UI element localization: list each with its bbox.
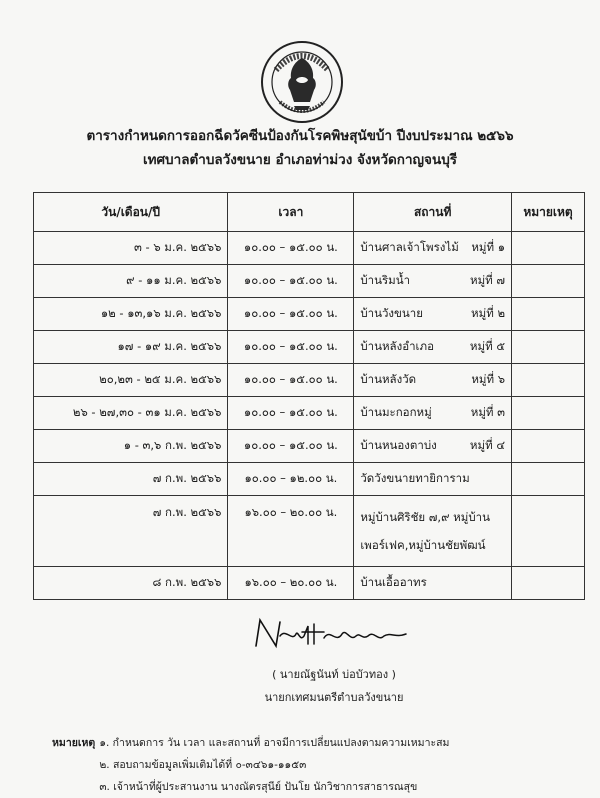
time-cell: ๑๐.๐๐ – ๑๕.๐๐ น. — [228, 331, 354, 364]
place-cell — [354, 331, 512, 364]
table-row — [34, 232, 585, 265]
date-cell: ๓ - ๖ ม.ค. ๒๕๖๖ — [34, 232, 228, 265]
date-cell: ๑๒ - ๑๓,๑๖ ม.ค. ๒๕๖๖ — [34, 298, 228, 331]
date-cell: ๗ ก.พ. ๒๕๖๖ — [34, 463, 228, 496]
place-name: บ้านหลังวัด — [360, 372, 417, 386]
place-cell — [354, 265, 512, 298]
table-row — [34, 430, 585, 463]
remark-row — [52, 776, 592, 798]
place-cell — [354, 298, 512, 331]
table-row — [34, 397, 585, 430]
column-header-date: วัน/เดือน/ปี — [34, 193, 228, 232]
place-cell — [354, 364, 512, 397]
time-cell: ๑๖.๐๐ – ๒๐.๐๐ น. — [228, 496, 354, 567]
village-number: หมู่ที่ ๒ — [471, 306, 506, 320]
table-row — [34, 331, 585, 364]
note-cell — [512, 331, 585, 364]
remark-row — [52, 754, 592, 776]
place-name: บ้านหลังอำเภอ — [360, 339, 434, 353]
signer-name: ( นายณัฐนันท์ บ่อบัวทอง ) — [272, 668, 396, 681]
date-cell: ๑๗ - ๑๙ ม.ค. ๒๕๖๖ — [34, 331, 228, 364]
table-row — [34, 496, 585, 567]
document-subtitle: เทศบาลตำบลวังขนาย อำเภอท่าม่วง จังหวัดกาญจนบุรี — [142, 152, 458, 168]
note-cell — [512, 430, 585, 463]
column-header-place: สถานที่ — [354, 193, 512, 232]
village-number: หมู่ที่ ๓ — [470, 405, 506, 419]
village-number: หมู่ที่ ๕ — [469, 339, 506, 353]
place-cell — [354, 232, 512, 265]
note-cell — [512, 463, 585, 496]
table-row — [34, 298, 585, 331]
municipal-seal-logo — [260, 40, 344, 124]
time-cell: ๑๐.๐๐ – ๑๒.๐๐ น. — [228, 463, 354, 496]
date-cell: ๒๖ - ๒๗,๓๐ - ๓๑ ม.ค. ๒๕๖๖ — [34, 397, 228, 430]
place-name: บ้านวังขนาย — [360, 306, 423, 320]
place-name: บ้านริมน้ำ — [360, 273, 411, 287]
place-name: หมู่บ้านศิริชัย ๗,๙ หมู่บ้าน — [360, 510, 490, 524]
note-cell — [512, 397, 585, 430]
note-cell — [512, 567, 585, 600]
remark-row — [52, 732, 592, 754]
time-cell: ๑๐.๐๐ – ๑๕.๐๐ น. — [228, 397, 354, 430]
document-title: ตารางกำหนดการออกฉีดวัคซีนป้องกันโรคพิษสุนัขบ้า ปีงบประมาณ ๒๕๖๖ — [86, 128, 514, 144]
handwritten-signature — [246, 612, 416, 660]
time-cell: ๑๐.๐๐ – ๑๕.๐๐ น. — [228, 298, 354, 331]
place-name: บ้านมะกอกหมู่ — [360, 405, 432, 419]
place-name: บ้านเอื้ออาทร — [360, 575, 427, 589]
remark-item: ๑. กำหนดการ วัน เวลา และสถานที่ อาจมีการเปลี่ยนแปลงตามความเหมาะสม — [99, 737, 450, 749]
time-cell: ๑๖.๐๐ – ๒๐.๐๐ น. — [228, 567, 354, 600]
place-cell — [354, 463, 512, 496]
table-row — [34, 463, 585, 496]
note-cell — [512, 265, 585, 298]
remark-item: ๒. สอบถามข้อมูลเพิ่มเติมได้ที่ ๐-๓๔๖๑-๑๑๕๓ — [99, 759, 307, 771]
column-header-time: เวลา — [228, 193, 354, 232]
table-header-row — [34, 193, 585, 232]
date-cell: ๒๐,๒๓ - ๒๕ ม.ค. ๒๕๖๖ — [34, 364, 228, 397]
date-cell: ๙ - ๑๑ ม.ค. ๒๕๖๖ — [34, 265, 228, 298]
note-cell — [512, 232, 585, 265]
vaccination-schedule-table — [33, 192, 585, 600]
signer-position: นายกเทศมนตรีตำบลวังขนาย — [264, 691, 404, 704]
table-row — [34, 265, 585, 298]
place-name: บ้านหนองตาบ่ง — [360, 438, 437, 452]
remarks-section — [52, 732, 592, 798]
village-number: หมู่ที่ ๔ — [469, 438, 506, 452]
remark-item: ๓. เจ้าหน้าที่ผู้ประสานงาน นางณัตรสุนีย์ ปันโย นักวิชาการสาธารณสุข — [99, 781, 418, 793]
place-cell — [354, 567, 512, 600]
village-number: หมู่ที่ ๑ — [471, 240, 506, 254]
time-cell: ๑๐.๐๐ – ๑๕.๐๐ น. — [228, 430, 354, 463]
note-cell — [512, 364, 585, 397]
remarks-label: หมายเหตุ — [52, 737, 96, 749]
note-cell — [512, 298, 585, 331]
place-cell — [354, 397, 512, 430]
note-cell — [512, 496, 585, 567]
time-cell: ๑๐.๐๐ – ๑๕.๐๐ น. — [228, 232, 354, 265]
table-row — [34, 567, 585, 600]
time-cell: ๑๐.๐๐ – ๑๕.๐๐ น. — [228, 265, 354, 298]
time-cell: ๑๐.๐๐ – ๑๕.๐๐ น. — [228, 364, 354, 397]
place-cell — [354, 430, 512, 463]
date-cell: ๘ ก.พ. ๒๕๖๖ — [34, 567, 228, 600]
village-number: หมู่ที่ ๗ — [469, 273, 506, 287]
place-cell — [354, 496, 512, 567]
table-row — [34, 364, 585, 397]
date-cell: ๑ - ๓,๖ ก.พ. ๒๕๖๖ — [34, 430, 228, 463]
place-name-continued: เพอร์เฟค,หมู่บ้านชัยพัฒน์ — [360, 538, 486, 552]
village-number: หมู่ที่ ๖ — [471, 372, 506, 386]
column-header-note: หมายเหตุ — [512, 193, 585, 232]
place-name: วัดวังขนายทายิการาม — [360, 471, 470, 485]
date-cell: ๗ ก.พ. ๒๕๖๖ — [34, 496, 228, 567]
place-name: บ้านศาลเจ้าโพรงไม้ — [360, 240, 459, 254]
